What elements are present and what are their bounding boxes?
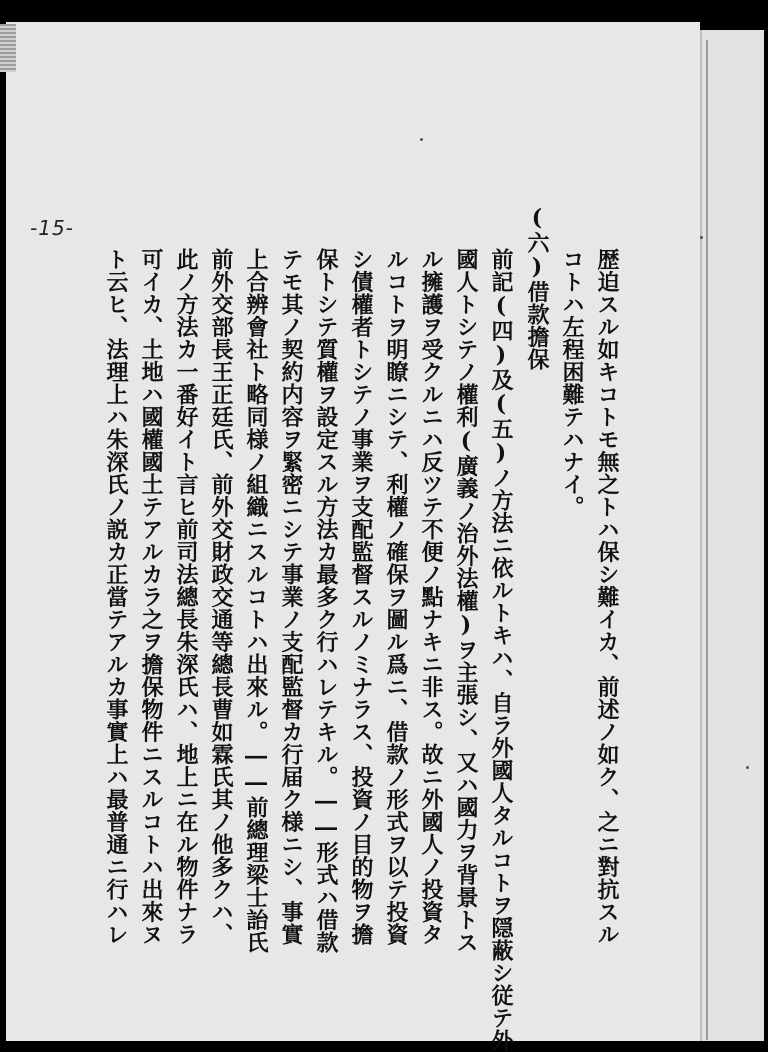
next-page-edge [700, 30, 764, 1041]
binding-mark [0, 24, 16, 72]
text-column-9: 保トシテ質權ヲ設定スル方法カ最多ク行ハレテキル。――形式ハ借款 [313, 248, 339, 954]
text-column-12: 前外交部長王正廷氏、前外交財政交通等總長曹如霖氏其ノ他多クハ、 [208, 248, 234, 946]
text-column-5: 國人トシテノ權利(廣義ノ治外法權)ヲ主張シ、又ハ國力ヲ背景トス [453, 248, 479, 954]
scan-speck [700, 236, 703, 239]
text-column-1: 歴迫スル如キコトモ無之トハ保シ難イカ、前述ノ如ク、之ニ對抗スル [594, 248, 620, 946]
page-number: -15- [30, 216, 74, 240]
text-column-7: ルコトヲ明瞭ニシテ、利權ノ確保ヲ圖ル爲ニ、借款ノ形式ヲ以テ投資 [383, 248, 409, 946]
scan-speck [746, 766, 749, 769]
page-fold-line [706, 40, 708, 1040]
text-column-13: 此ノ方法カ一番好イト言ヒ前司法總長朱深氏ハ、地上ニ在ル物件ナラ [173, 248, 199, 946]
text-column-2: コトハ左程困難テハナイ。 [559, 248, 585, 518]
text-column-15: ト云ヒ、法理上ハ朱深氏ノ説カ正當テアルカ事實上ハ最普通ニ行ハレ [103, 248, 129, 946]
text-column-11: 上合辨會社ト略同様ノ組織ニスルコトハ出來ル。――前總理梁士詒氏 [243, 248, 269, 954]
text-column-8: シ債權者トシテノ事業ヲ支配監督スルノミナラス、投資ノ目的物ヲ擔 [348, 248, 374, 946]
text-column-10: テモ其ノ契約内容ヲ緊密ニシテ事業ノ支配監督カ行届ク様ニシ、事實 [278, 248, 304, 946]
scan-speck [420, 138, 423, 141]
text-column-4: 前記(四)及(五)ノ方法ニ依ルトキハ、自ラ外國人タルコトヲ隠蔽シ従テ外 [488, 248, 514, 1052]
section-heading: (六)借款擔保 [524, 205, 550, 371]
text-column-6: ル擁護ヲ受クルニハ反ツテ不便ノ點ナキニ非ス。故ニ外國人ノ投資タ [418, 248, 444, 946]
text-column-14: 可イカ、土地ハ國權國土テアルカラ之ヲ擔保物件ニスルコトハ出來ヌ [138, 248, 164, 946]
